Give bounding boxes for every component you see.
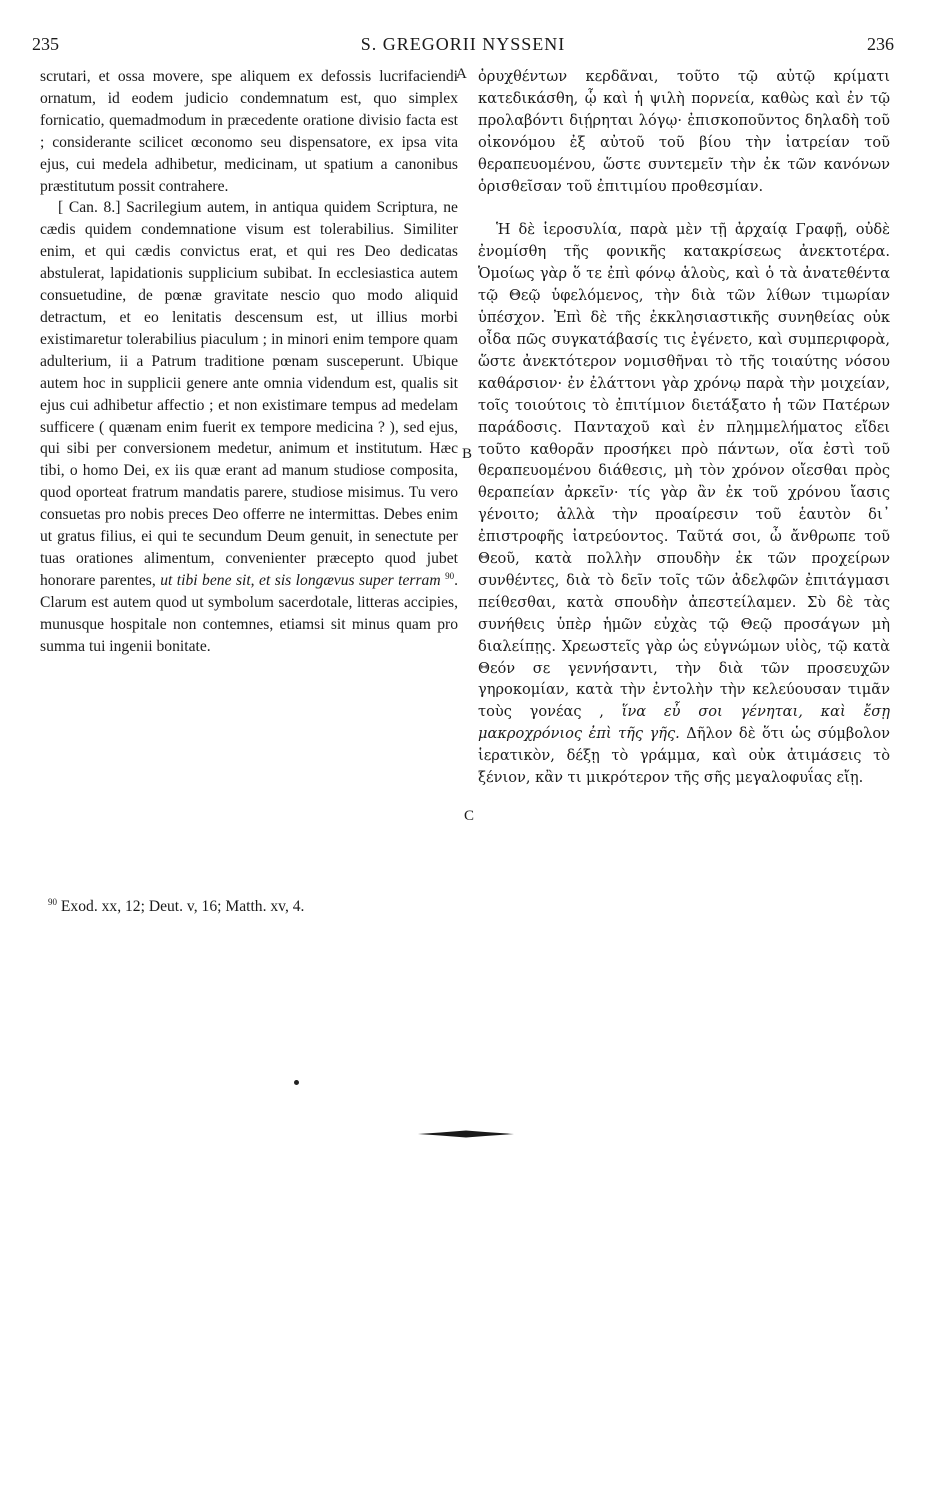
latin-paragraph-2-text: Sacrilegium autem, in antiqua quidem Scriptura, ne cædis quidem condemnatione visum est tolerabilius. Similiter enim, et qui cædis convictus erat, et qui res Deo dedicatas abstulerat, lapidationis supplicium subibat. In ecclesiastica autem consuetudine, de pœnæ gravitate nescio quo modo aliquid detractum, et eo lenitatis descensum est, ut illius morbi existimaretur tolerabilius piaculum ; in minori enim tempore quam adulterium, ii a Patrum traditione pœnam susceperunt. Ubique autem hoc in supplicii genere ante omnia videndum est, qualis sit ejus cui adhibetur affectio ; et non existimare tempus ad medelam sufficere ( quænam enim fuerit ex tempore medicina ? ), sed ejus, qui sibi per conversionem medetur, animum et institutum. Hæc tibi, o homo Dei, ex iis quæ erant ad manum studiose composita, quod oporteat fratrum mandatis parere, studiose misimus. Tu vero consuetas pro nobis preces Deo offerre ne intermittas. Debes enim ut gratus filius, ei qui te secundum Deum genuit, in senectute per tuas orationes alimentum, convenienter præcepto quod jubet honorare parentes, [40,199,458,589]
left-page-number: 235 [32,34,59,54]
running-title: S. GREGORII NYSSENI [360,34,566,54]
end-ornament-icon [418,1128,514,1140]
margin-marker-a: A [456,66,467,82]
right-page-number: 236 [867,34,894,54]
greek-paragraph-2 [478,219,890,789]
latin-paragraph-2-end: . Clarum est autem quod ut symbolum sacerdotale, litteras accipies, munusque hospitale non contemnes, etiamsi sit minus quam pro summa tui ingenii bonitate. [40,571,458,655]
latin-paragraph-1: scrutari, et ossa movere, spe aliquem ex defossis lucrifaciendi ornatum, id eodem judicio condemnatum est, quo simplex fornicatio, quemadmodum in præcedente oratione divisio facta est ; considerante scilicet œconomo seu dispensatore, ex ipsa vita ejus, cui medela adhibetur, medicinam, ut spatium a canonibus præstitutum possit contrahere. [40,68,458,195]
canon-reference: [ Can. 8.] [58,199,121,217]
greek-paragraph-2-end: Δῆλον δὲ ὅτι ὡς σύμβολον ἱερατικὸν, δέξῃ τὸ γράμμα, καὶ οὐκ ἀτιμάσεις τὸ ξένιον, κἂν τι μικρότερον τῆς σῆς μεγαλοφυΐας εἴῃ. [478,725,891,787]
footnote-text: Exod. xx, 12; Deut. v, 16; Matth. xv, 4. [57,898,305,915]
latin-column [40,66,458,657]
margin-marker-b: B [462,446,473,462]
margin-marker-c: C [464,808,475,824]
footnote [48,898,304,916]
greek-paragraph-1: ὀρυχθέντων κερδᾶναι, τοῦτο τῷ αὐτῷ κρίματι κατεδικάσθη, ᾧ καὶ ἡ ψιλὴ πορνεία, καθὼς καὶ ἐν τῷ προλαβόντι διῄρηται λόγῳ· ἐπισκοποῦντος δηλαδὴ τοῦ οἰκονόμου ἐξ αὐτοῦ τοῦ βίου τὴν ἰατρείαν τοῦ θεραπευομένου, ὥστε συντεμεῖν τὴν ἐκ τῶν κανόνων ὁρισθεῖσαν τοῦ ἐπιτιμίου προθεσμίαν. [478,68,890,195]
latin-scripture-quote: ut tibi bene sit, et sis longævus super terram [160,571,441,589]
page-header [32,34,894,56]
latin-paragraph-2 [40,197,458,657]
greek-paragraph-2-text: Ἡ δὲ ἱεροσυλία, παρὰ μὲν τῇ ἀρχαίᾳ Γραφῇ, οὐδὲ ἐνομίσθη τῆς φονικῆς κατακρίσεως ἀνεκτοτέρα. Ὁμοίως γὰρ ὅ τε ἐπὶ φόνῳ ἁλοὺς, καὶ ὁ τὰ ἀνατεθέντα τῷ Θεῷ ὑφελόμενος, τὴν διὰ τῶν λίθων τιμωρίαν ὑπέσχον. Ἐπὶ δὲ τῆς ἐκκλησιαστικῆς συνηθείας οὐκ οἶδα πῶς συγκατάβασίς τις ἐγένετο, καὶ συμπεριφορὰ, ὥστε ἀνεκτότερον νομισθῆναι τὸ τῆς τοιαύτης νόσου καθάρσιον· ἐν ἐλάττονι γὰρ χρόνῳ παρὰ τὴν μοιχείαν, τοῖς τοιούτοις τὸ ἐπιτίμιον διετάξατο ἡ τῶν Πατέρων παράδοσις. Πανταχοῦ καὶ ἐν πλημμελήματος εἴδει τοῦτο καθορᾶν προσήκει πρὸ πάντων, οἵα ἐστὶ τοῦ θεραπευομένου διάθεσις, μὴ τὸν χρόνον οἴεσθαι πρὸς θεραπείαν ἀρκεῖν· τίς γὰρ ἂν ἐκ τοῦ χρόνου ἴασις γένοιτο; ἀλλὰ τὴν προαίρεσιν τοῦ ἑαυτὸν δι᾽ ἐπιστροφῆς ἰατρεύοντος. Ταῦτά σοι, ὦ ἄνθρωπε τοῦ Θεοῦ, κατὰ πολλὴν σπουδὴν ἐκ τῶν προχείρων συνθέντες, διὰ τὸ δεῖν τοῖς τῶν ἀδελφῶν ἐπιτάγμασι πείθεσθαι, κατὰ σπουδὴν ἀπεστείλαμεν. Σὺ δὲ τὰς συνήθεις ὑπὲρ ἡμῶν εὐχὰς τῷ Θεῷ προσάγων μὴ διαλείπῃς. Χρεωστεῖς γὰρ ὡς εὐγνώμων υἱὸς, τῷ κατὰ Θεόν σε γεννήσαντι, τὴν διὰ τῶν προσευχῶν γηροκομίαν, κατὰ τὴν ἐντολὴν τὴν κελεύουσαν τιμᾶν τοὺς γονέας , [478,221,890,721]
footnote-reference: 90 [445,570,455,581]
greek-column [478,66,890,789]
stray-dot [294,1080,299,1085]
greek-scripture-quote: ἵνα εὖ σοι γένηται, καὶ ἔσῃ μακροχρόνιος ἐπὶ τῆς γῆς. [478,703,891,743]
footnote-number: 90 [48,896,57,907]
